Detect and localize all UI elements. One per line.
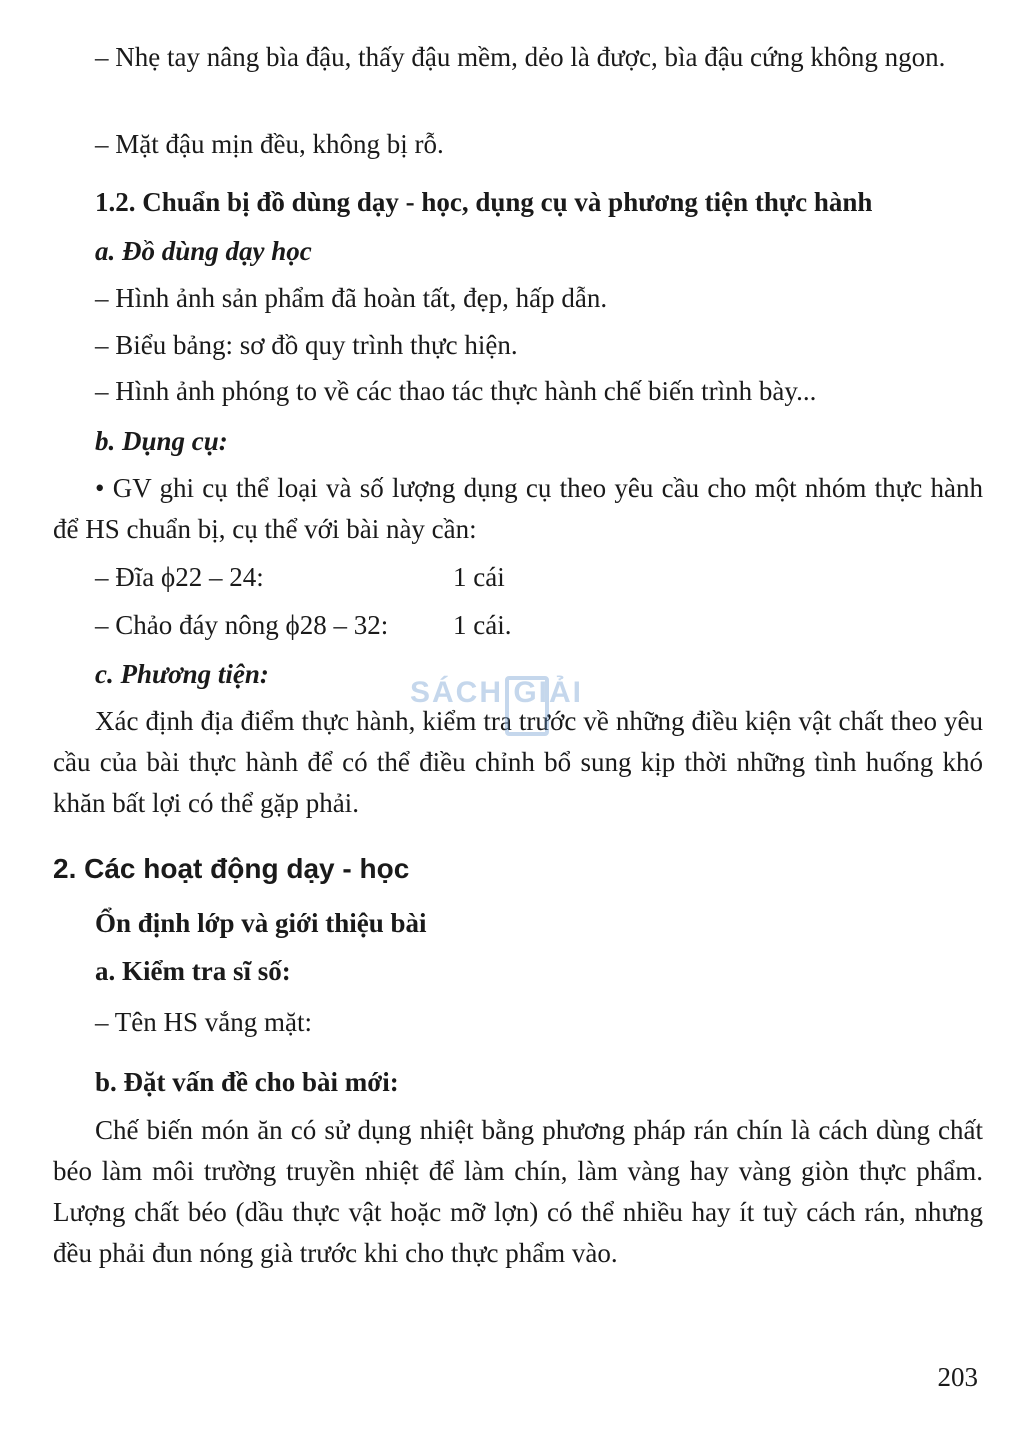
paragraph-absent-students: – Tên HS vắng mặt: — [95, 1007, 312, 1037]
tool-row-pan — [95, 605, 983, 646]
paragraph-tofu-softness: – Nhẹ tay nâng bìa đậu, thấy đậu mềm, dẻo là được, bìa đậu cứng không ngon. — [95, 42, 946, 72]
tool-quantity: 1 cái. — [453, 610, 512, 640]
tool-label: – Chảo đáy nông ϕ28 – 32: — [95, 610, 389, 640]
tool-quantity: 1 cái — [453, 562, 505, 592]
subheading-class-intro: Ổn định lớp và giới thiệu bài — [95, 908, 427, 938]
subheading-attendance: a. Kiểm tra sĩ số: — [95, 956, 291, 986]
tool-label: – Đĩa ϕ22 – 24: — [95, 562, 264, 592]
document-page — [53, 0, 983, 1450]
subheading-new-lesson: b. Đặt vấn đề cho bài mới: — [95, 1067, 399, 1097]
subheading-tools: b. Dụng cụ: — [95, 426, 228, 456]
paragraph-frying-method: Chế biến món ăn có sử dụng nhiệt bằng phương pháp rán chín là cách dùng chất béo làm môi trường truyền nhiệt để làm chín, làm vàng hay vàng giòn thực phẩm. Lượng chất béo (dầu thực vật hoặc mỡ lợn) có thể nhiều hay ít tuỳ cách rán, nhưng đều phải đun nóng già trước khi cho thực phẩm vào. — [53, 1115, 983, 1268]
tool-row-plate — [95, 557, 983, 598]
watermark-text: SÁCH GIẢI — [410, 676, 584, 709]
paragraph-tofu-surface: – Mặt đậu mịn đều, không bị rỗ. — [95, 129, 444, 159]
list-item-enlarged-images: – Hình ảnh phóng to về các thao tác thực hành chế biến trình bày... — [95, 376, 817, 406]
subheading-facilities: c. Phương tiện: — [95, 659, 269, 689]
section-heading-1-2: 1.2. Chuẩn bị đồ dùng dạy - học, dụng cụ và phương tiện thực hành — [95, 187, 873, 217]
paragraph-facilities: Xác định địa điểm thực hành, kiểm tra trước về những điều kiện vật chất theo yêu cầu của bài thực hành để có thể điều chỉnh bổ sung kịp thời những tình huống khó khăn bất lợi có thể gặp phải. — [53, 706, 983, 818]
subheading-teaching-aids: a. Đồ dùng dạy học — [95, 236, 312, 266]
list-item-product-image: – Hình ảnh sản phẩm đã hoàn tất, đẹp, hấp dẫn. — [95, 283, 608, 313]
section-heading-2: 2. Các hoạt động dạy - học — [53, 853, 410, 884]
paragraph-tools-instruction: • GV ghi cụ thể loại và số lượng dụng cụ theo yêu cầu cho một nhóm thực hành để HS chuẩn bị, cụ thể với bài này cần: — [53, 473, 983, 544]
list-item-process-chart: – Biểu bảng: sơ đồ quy trình thực hiện. — [95, 330, 518, 360]
page-number: 203 — [937, 1362, 978, 1392]
